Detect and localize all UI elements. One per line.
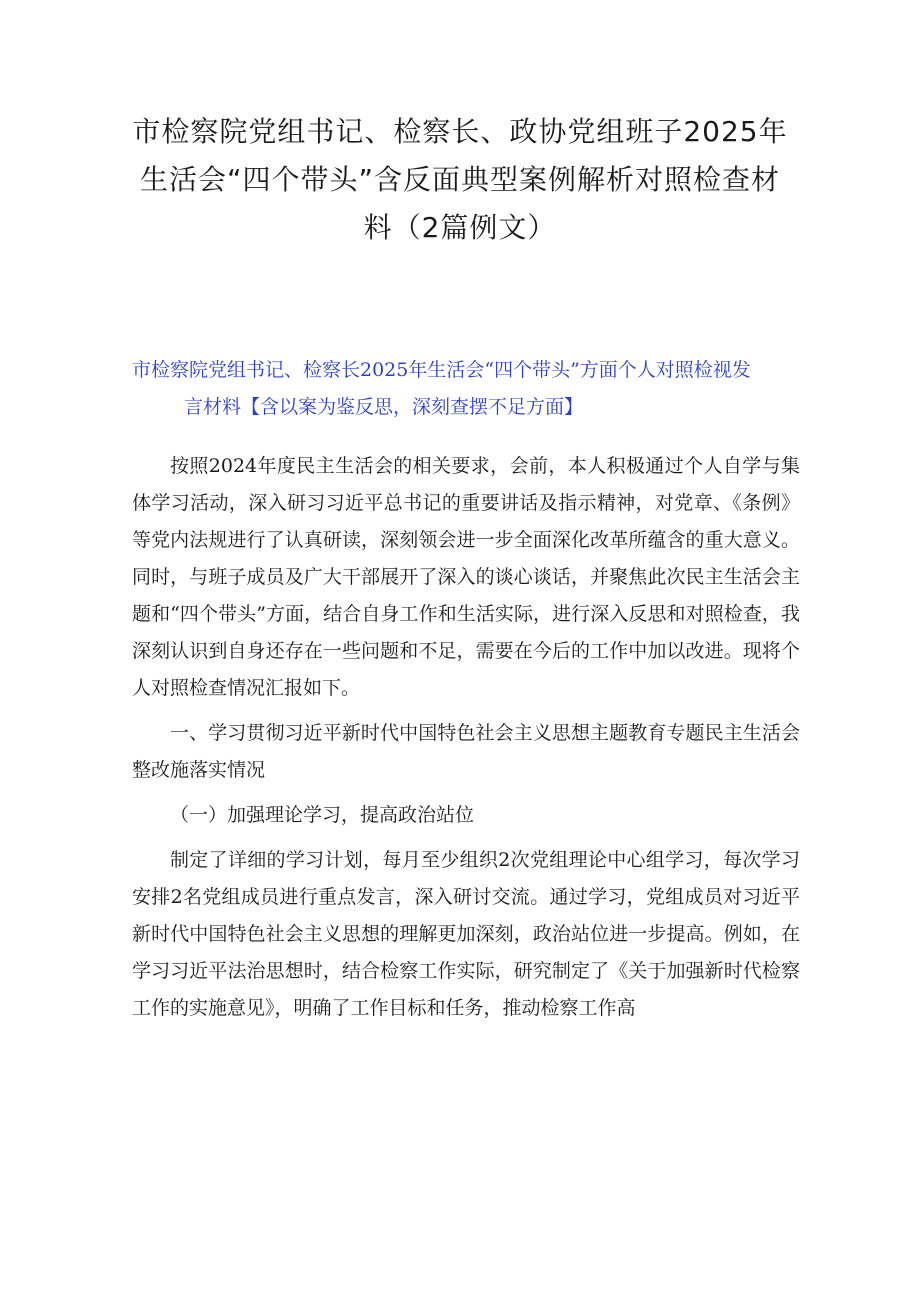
section-heading-line2: 言材料【含以案为鉴反思，深刻查摆不足方面】 xyxy=(184,396,584,418)
paragraph-intro: 按照2024年度民主生活会的相关要求，会前，本人积极通过个人自学与集体学习活动，深入研习习近平总书记的重要讲话及指示精神，对党章、《条例》等党内法规进行了认真研读，深刻领会进一步全面深化改革所蕴含的重大意义。同时，与班子成员及广大干部展开了深入的谈心谈话，并聚焦此次民主生活会主题和“四个带头”方面，结合自身工作和生活实际，进行深入反思和对照检查，我深刻认识到自身还存在一些问题和不足，需要在今后的工作中加以改进。现将个人对照检查情况汇报如下。 xyxy=(132,455,800,699)
document-body xyxy=(132,448,800,1035)
paragraph-subheading-1: （一）加强理论学习，提高政治站位 xyxy=(170,804,475,826)
paragraph-body-1: 制定了详细的学习计划，每月至少组织2次党组理论中心组学习，每次学习安排2名党组成员进行重点发言，深入研讨交流。通过学习，党组成员对习近平新时代中国特色社会主义思想的理解更加深刻，政治站位进一步提高。例如，在学习习近平法治思想时，结合检察工作实际，研究制定了《关于加强新时代检察工作的实施意见》，明确了工作目标和任务，推动检察工作高 xyxy=(132,849,800,1019)
section-heading-line1: 市检察院党组书记、检察长2025年生活会“四个带头”方面个人对照检视发 xyxy=(132,359,751,381)
document-title: 市检察院党组书记、检察长、政协党组班子2025年生活会“四个带头”含反面典型案例解析对照检查材料（2篇例文） xyxy=(132,115,788,244)
section-heading xyxy=(132,352,812,426)
paragraph-heading-1: 一、学习贯彻习近平新时代中国特色社会主义思想主题教育专题民主生活会整改施落实情况 xyxy=(132,722,800,781)
